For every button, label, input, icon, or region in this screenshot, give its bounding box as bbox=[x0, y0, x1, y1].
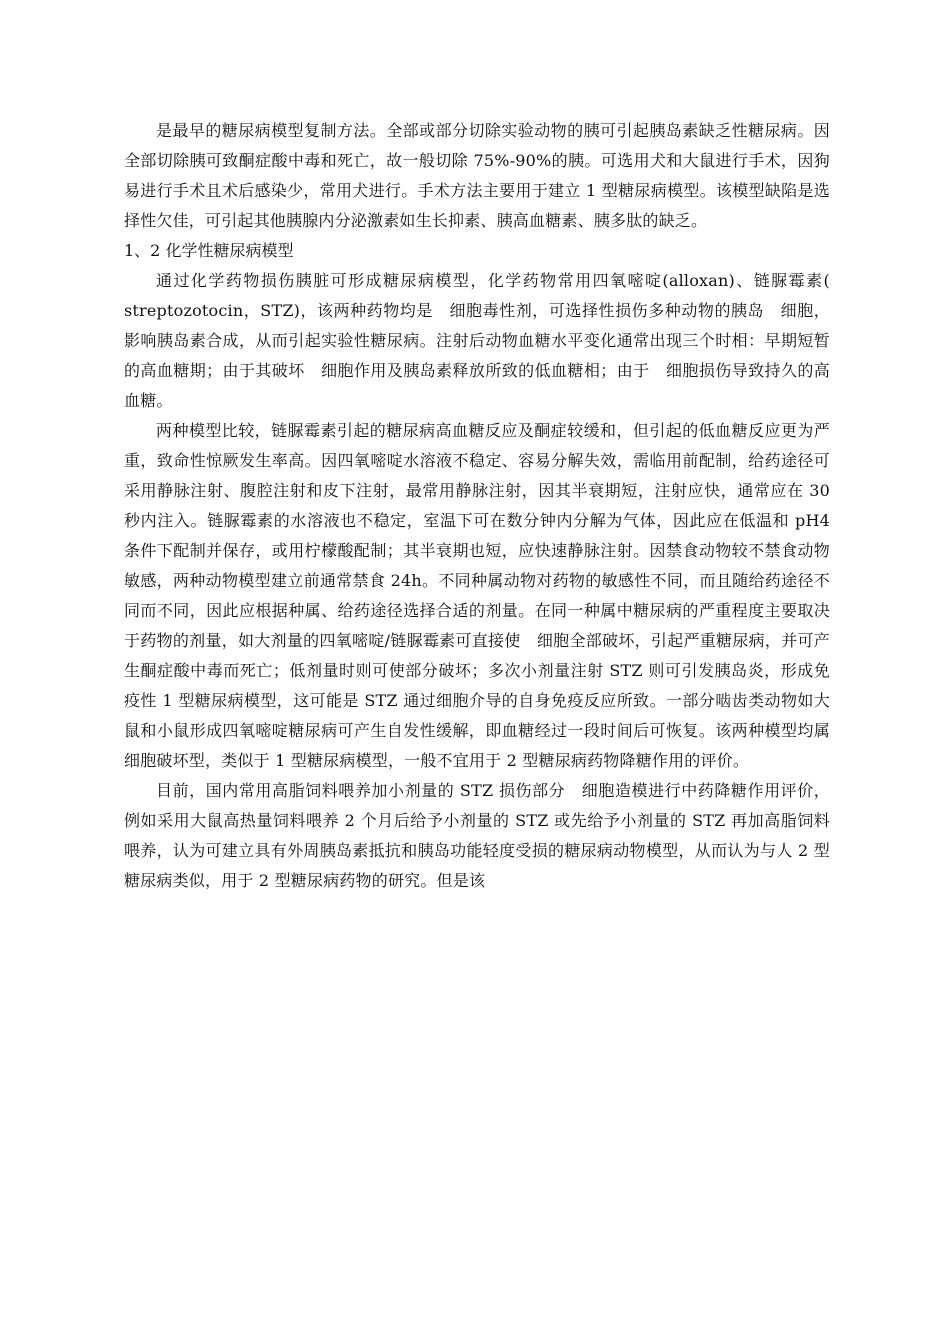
paragraph-pancreatectomy: 是最早的糖尿病模型复制方法。全部或部分切除实验动物的胰可引起胰岛素缺乏性糖尿病。因全部切除胰可致酮症酸中毒和死亡，故一般切除 75%-90%的胰。可选用犬和大鼠进行手术，因狗易进行手术且术后感染少，常用犬进行。手术方法主要用于建立 1 型糖尿病模型。该模型缺陷是选择性欠佳，可引起其他胰腺内分泌激素如生长抑素、胰高血糖素、胰多肽的缺乏。 bbox=[124, 121, 830, 230]
paragraph-current-practice: 目前，国内常用高脂饲料喂养加小剂量的 STZ 损伤部分 细胞造模进行中药降糖作用评价，例如采用大鼠高热量饲料喂养 2 个月后给予小剂量的 STZ 或先给予小剂量的 STZ 再加高脂饲料喂养，认为可建立具有外周胰岛素抵抗和胰岛功能轻度受损的糖尿病动物模型，从而认为与人 2 型糖尿病类似，用于 2 型糖尿病药物的研究。但是该 bbox=[124, 781, 830, 890]
section-heading-chemical-model: 1、2 化学性糖尿病模型 bbox=[124, 241, 294, 260]
paragraph-chemical-model: 通过化学药物损伤胰脏可形成糖尿病模型，化学药物常用四氧嘧啶(alloxan)、链脲霉素( streptozotocin，STZ)，该两种药物均是 细胞毒性剂，可选择性损伤多种动物的胰岛 细胞，影响胰岛素合成，从而引起实验性糖尿病。注射后动物血糖水平变化通常出现三个时相：早期短暂的高血糖期；由于其破坏 细胞作用及胰岛素释放所致的低血糖相；由于 细胞损伤导致持久的高血糖。 bbox=[124, 271, 830, 410]
document-body bbox=[124, 116, 847, 896]
paragraph-model-comparison: 两种模型比较，链脲霉素引起的糖尿病高血糖反应及酮症较缓和，但引起的低血糖反应更为严重，致命性惊厥发生率高。因四氧嘧啶水溶液不稳定、容易分解失效，需临用前配制，给药途径可采用静脉注射、腹腔注射和皮下注射，最常用静脉注射，因其半衰期短，注射应快，通常应在 30 秒内注入。链脲霉素的水溶液也不稳定，室温下可在数分钟内分解为气体，因此应在低温和 pH4 条件下配制并保存，或用柠檬酸配制；其半衰期也短，应快速静脉注射。因禁食动物较不禁食动物敏感，两种动物模型建立前通常禁食 24h。不同种属动物对药物的敏感性不同，而且随给药途径不同而不同，因此应根据种属、给药途径选择合适的剂量。在同一种属中糖尿病的严重程度主要取决于药物的剂量，如大剂量的四氧嘧啶/链脲霉素可直接使 细胞全部破坏，引起严重糖尿病，并可产生酮症酸中毒而死亡；低剂量时则可使部分破坏；多次小剂量注射 STZ 则可引发胰岛炎，形成免疫性 1 型糖尿病模型，这可能是 STZ 通过细胞介导的自身免疫反应所致。一部分啮齿类动物如大鼠和小鼠形成四氧嘧啶糖尿病可产生自发性缓解，即血糖经过一段时间后可恢复。该两种模型均属 细胞破坏型，类似于 1 型糖尿病模型，一般不宜用于 2 型糖尿病药物降糖作用的评价。 bbox=[124, 421, 847, 770]
